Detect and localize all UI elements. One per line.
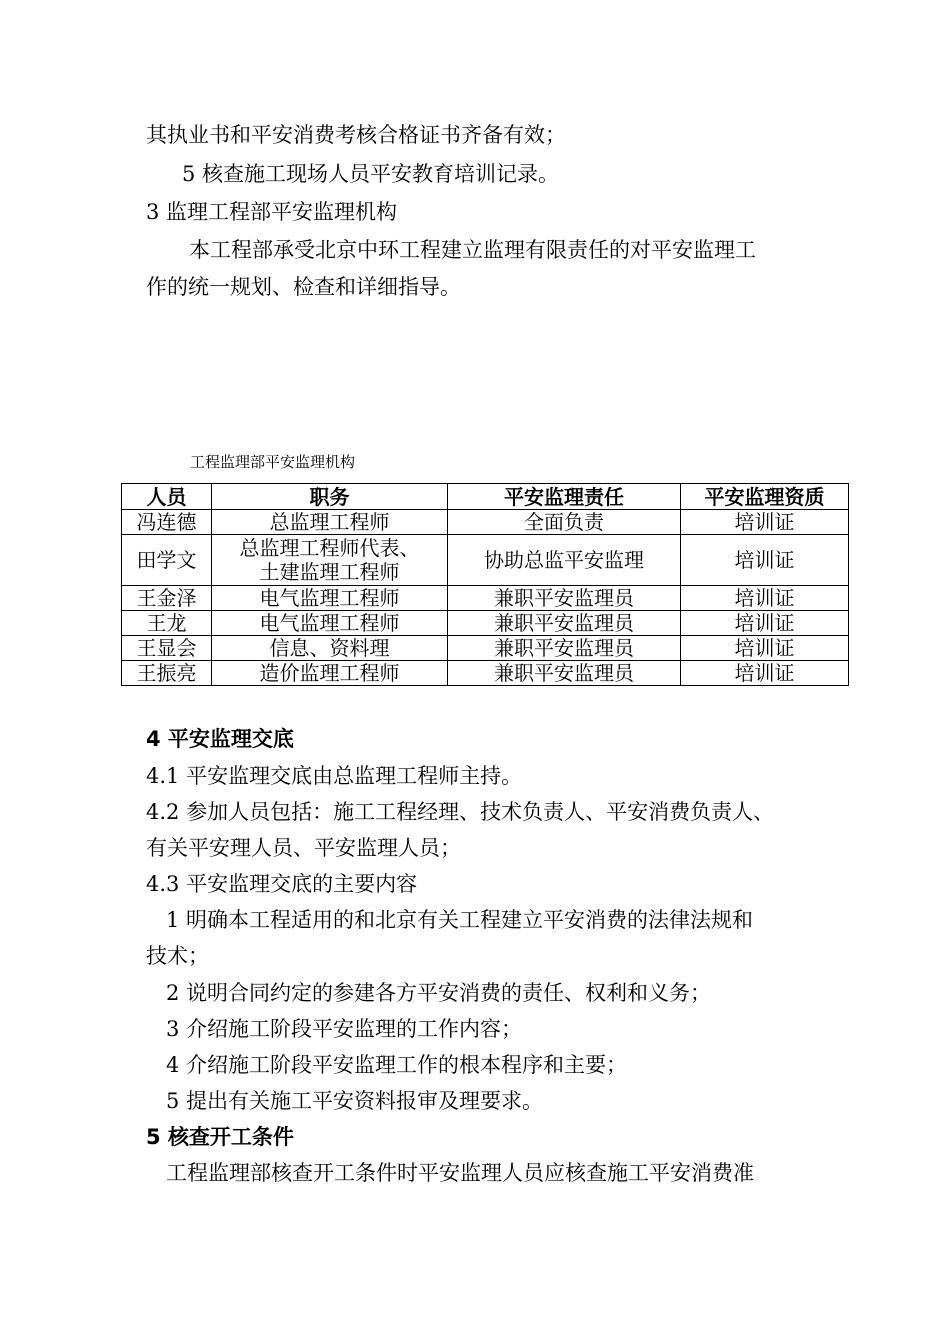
cell-qualification: 培训证 — [681, 636, 849, 661]
supervision-org-table — [121, 483, 849, 686]
cell-position-line: 总监理工程师代表、 — [239, 536, 420, 560]
cell-qualification: 培训证 — [681, 661, 849, 686]
cell-duty: 协助总监平安监理 — [448, 535, 681, 586]
table-row — [122, 661, 849, 686]
paragraph-line: 本工程部承受北京中环工程建立监理有限责任的对平安监理工 — [189, 238, 756, 262]
cell-name: 田学文 — [122, 535, 212, 586]
paragraph-line: 4 介绍施工阶段平安监理工作的根本程序和主要； — [166, 1053, 628, 1077]
paragraph-line: 其执业书和平安消费考核合格证书齐备有效； — [146, 123, 566, 147]
paragraph-line: 5 提出有关施工平安资料报审及理要求。 — [166, 1089, 544, 1113]
cell-duty: 兼职平安监理员 — [448, 586, 681, 611]
cell-duty: 兼职平安监理员 — [448, 661, 681, 686]
paragraph-line: 工程监理部核查开工条件时平安监理人员应核查施工平安消费准 — [166, 1161, 754, 1185]
cell-qualification: 培训证 — [681, 586, 849, 611]
cell-duty: 兼职平安监理员 — [448, 636, 681, 661]
paragraph-line: 2 说明合同约定的参建各方平安消费的责任、权利和义务； — [166, 981, 712, 1005]
cell-qualification: 培训证 — [681, 611, 849, 636]
header-duty: 平安监理责任 — [448, 484, 681, 510]
table-row — [122, 535, 849, 586]
table-caption: 工程监理部平安监理机构 — [190, 453, 356, 471]
paragraph-line: 有关平安理人员、平安监理人员； — [146, 836, 461, 860]
cell-duty: 兼职平安监理员 — [448, 611, 681, 636]
section-4-heading: 4 平安监理交底 — [146, 727, 294, 751]
cell-position: 信息、资料理 — [212, 636, 448, 661]
paragraph-line: 4.3 平安监理交底的主要内容 — [146, 872, 418, 896]
table-header-row — [122, 484, 849, 510]
paragraph-line: 1 明确本工程适用的和北京有关工程建立平安消费的法律法规和 — [166, 908, 754, 932]
header-personnel: 人员 — [122, 484, 212, 510]
cell-position-line: 土建监理工程师 — [259, 560, 400, 584]
cell-position: 电气监理工程师 — [212, 586, 448, 611]
header-position: 职务 — [212, 484, 448, 510]
paragraph-line: 4.1 平安监理交底由总监理工程师主持。 — [146, 764, 523, 788]
paragraph-line: 3 介绍施工阶段平安监理的工作内容； — [166, 1017, 523, 1041]
table-row — [122, 611, 849, 636]
cell-position: 总监理工程师 — [212, 510, 448, 535]
cell-name: 冯连德 — [122, 510, 212, 535]
cell-name: 王振亮 — [122, 661, 212, 686]
table-row — [122, 586, 849, 611]
table-row — [122, 510, 849, 535]
section-5-heading: 5 核查开工条件 — [146, 1125, 294, 1149]
section-heading: 3 监理工程部平安监理机构 — [146, 200, 398, 224]
cell-position: 电气监理工程师 — [212, 611, 448, 636]
cell-duty: 全面负责 — [448, 510, 681, 535]
paragraph-line: 技术； — [146, 944, 209, 968]
cell-qualification: 培训证 — [681, 535, 849, 586]
cell-position: 造价监理工程师 — [212, 661, 448, 686]
cell-qualification: 培训证 — [681, 510, 849, 535]
paragraph-line: 4.2 参加人员包括：施工工程经理、技术负责人、平安消费负责人、 — [146, 800, 775, 824]
cell-position — [212, 535, 448, 586]
paragraph-line: 5 核查施工现场人员平安教育培训记录。 — [182, 162, 560, 186]
table-row — [122, 636, 849, 661]
paragraph-line: 作的统一规划、检查和详细指导。 — [146, 275, 461, 299]
cell-name: 王金泽 — [122, 586, 212, 611]
cell-name: 王龙 — [122, 611, 212, 636]
header-qualification: 平安监理资质 — [681, 484, 849, 510]
cell-name: 王显会 — [122, 636, 212, 661]
